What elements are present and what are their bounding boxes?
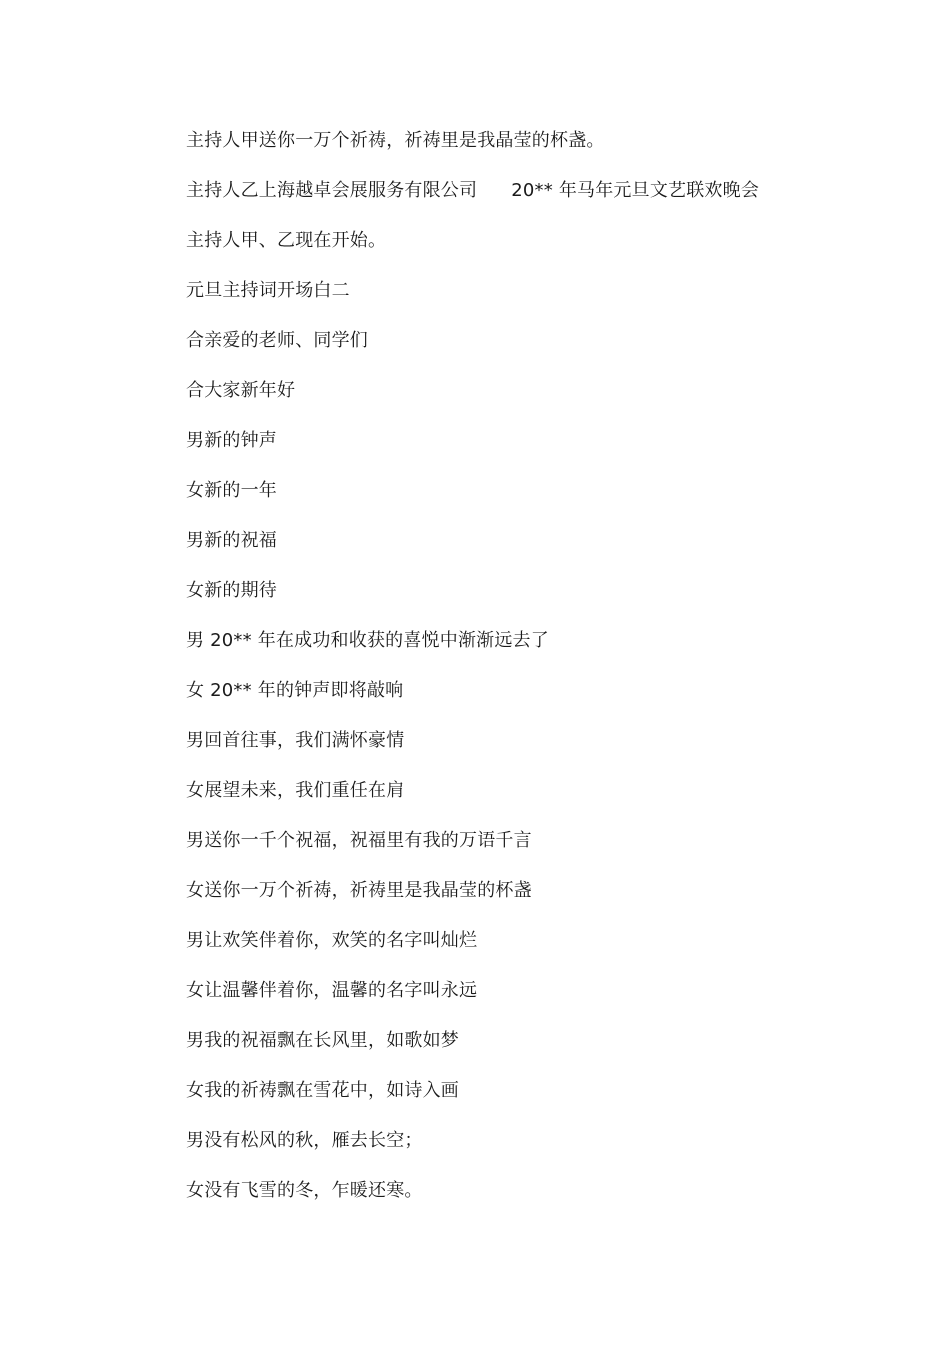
text-line — [186, 678, 886, 728]
line-text: 女新的期待 — [186, 580, 277, 601]
line-text: 主持人乙上海越卓会展服务有限公司 — [186, 180, 478, 201]
text-line — [186, 1178, 886, 1228]
text-line — [186, 128, 886, 178]
text-line — [186, 528, 886, 578]
text-line — [186, 628, 886, 678]
line-text: 主持人甲、乙现在开始。 — [186, 230, 387, 251]
text-line — [186, 278, 886, 328]
text-line — [186, 728, 886, 778]
document-body — [186, 128, 886, 1228]
line-text: 男让欢笑伴着你，欢笑的名字叫灿烂 — [186, 930, 478, 951]
text-line — [186, 978, 886, 1028]
text-line — [186, 1128, 886, 1178]
line-text: 主持人甲送你一万个祈祷，祈祷里是我晶莹的杯盏。 — [186, 130, 605, 151]
line-text: 男没有松风的秋，雁去长空； — [186, 1130, 423, 1151]
line-text: 合大家新年好 — [186, 380, 296, 401]
text-line — [186, 478, 886, 528]
line-text: 女送你一万个祈祷，祈祷里是我晶莹的杯盏 — [186, 880, 532, 901]
text-line — [186, 1028, 886, 1078]
line-text-suffix: 20** 年马年元旦文艺联欢晚会 — [511, 180, 760, 201]
text-line — [186, 328, 886, 378]
text-line — [186, 178, 886, 228]
line-text: 男送你一千个祝福，祝福里有我的万语千言 — [186, 830, 532, 851]
line-text: 女没有飞雪的冬，乍暖还寒。 — [186, 1180, 423, 1201]
line-text: 男我的祝福飘在长风里，如歌如梦 — [186, 1030, 459, 1051]
text-line — [186, 1078, 886, 1128]
text-line — [186, 578, 886, 628]
text-line — [186, 928, 886, 978]
text-line — [186, 828, 886, 878]
line-text: 男回首往事，我们满怀豪情 — [186, 730, 405, 751]
line-text: 女我的祈祷飘在雪花中，如诗入画 — [186, 1080, 459, 1101]
text-line — [186, 228, 886, 278]
line-text: 女让温馨伴着你，温馨的名字叫永远 — [186, 980, 478, 1001]
text-line — [186, 428, 886, 478]
line-text: 男 20** 年在成功和收获的喜悦中渐渐远去了 — [186, 630, 549, 651]
line-text: 女 20** 年的钟声即将敲响 — [186, 680, 404, 701]
text-line — [186, 778, 886, 828]
line-text: 合亲爱的老师、同学们 — [186, 330, 368, 351]
line-text: 女新的一年 — [186, 480, 277, 501]
text-line — [186, 878, 886, 928]
line-text: 女展望未来，我们重任在肩 — [186, 780, 405, 801]
line-text: 男新的钟声 — [186, 430, 277, 451]
line-text: 元旦主持词开场白二 — [186, 280, 350, 301]
text-line — [186, 378, 886, 428]
line-text: 男新的祝福 — [186, 530, 277, 551]
